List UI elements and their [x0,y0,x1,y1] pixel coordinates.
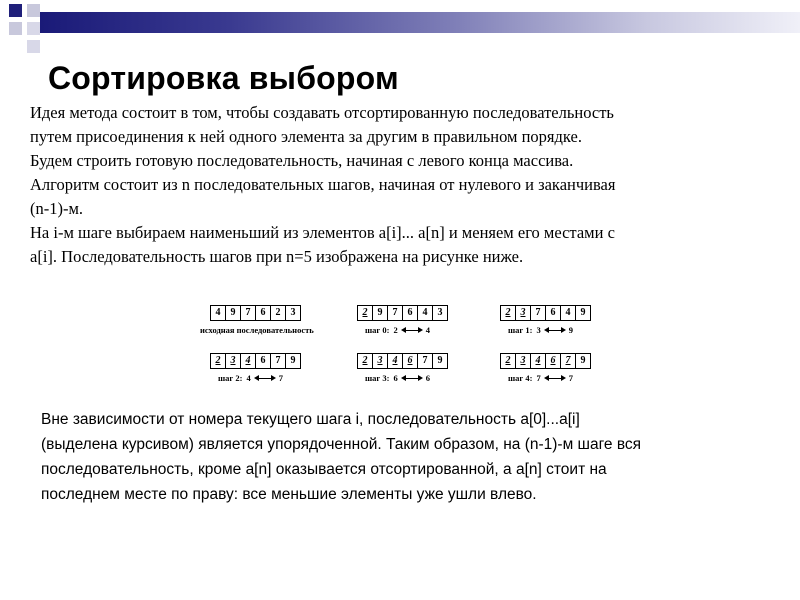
array-cell: 3 [516,306,531,320]
array-cell: 7 [531,306,546,320]
sort-step [500,305,591,335]
array-cell: 6 [546,354,561,368]
step-label: шаг 2: [218,373,243,383]
swap-to-value: 9 [568,325,573,335]
array-cell: 9 [437,355,443,366]
swap-arrow-icon [401,375,423,381]
array-row [357,353,448,369]
array-cell: 6 [256,354,271,368]
intro-line: На i-м шаге выбираем наименьший из элементов a[i]... a[n] и меняем его местами с [30,223,615,242]
array-cell: 9 [226,306,241,320]
intro-text [30,101,775,269]
array-cell: 9 [373,306,388,320]
swap-from-value: 6 [393,373,398,383]
step-label: шаг 1: [508,325,533,335]
array-cell: 4 [418,306,433,320]
array-cell: 4 [241,354,256,368]
array-cell: 2 [501,354,516,368]
intro-line: путем присоединения к ней одного элемента за другим в правильном порядке. [30,127,582,146]
swap-from-value: 7 [536,373,541,383]
array-row [357,305,448,321]
intro-line: (n-1)-м. [30,199,84,218]
decor-square-light [9,22,22,35]
decor-square-dark [9,4,22,17]
swap-arrow-icon [544,327,566,333]
slide-title: Сортировка выбором [48,60,399,96]
conclusion-line: Вне зависимости от номера текущего шага i, последовательность a[0]...a[i] [41,411,580,428]
array-cell: 6 [546,306,561,320]
decor-square-light [27,22,40,35]
array-cell: 6 [403,306,418,320]
swap-from-value: 4 [246,373,251,383]
step-caption [218,373,283,383]
swap-arrow-icon [401,327,423,333]
array-cell: 7 [561,354,576,368]
step-label: шаг 0: [365,325,390,335]
intro-line: Будем строить готовую последовательность, начиная с левого конца массива. [30,151,574,170]
array-cell: 3 [437,307,443,318]
swap-from-value: 2 [393,325,398,335]
conclusion-line: (выделена курсивом) является упорядоченной. Таким образом, на (n-1)-м шаге вся [41,436,642,453]
array-cell: 7 [418,354,433,368]
sort-step [357,353,448,383]
swap-from-value: 3 [536,325,541,335]
swap-to-value: 4 [425,325,430,335]
step-label: исходная последовательность [200,325,314,335]
sort-step [500,353,591,383]
array-cell: 4 [531,354,546,368]
step-caption [365,325,430,335]
step-label: шаг 4: [508,373,533,383]
sort-step [210,353,301,383]
array-cell: 6 [256,306,271,320]
swap-to-value: 7 [278,373,283,383]
array-cell: 2 [358,354,373,368]
array-cell: 9 [580,355,586,366]
decor-square-light [27,40,40,53]
array-cell: 3 [290,307,296,318]
array-cell: 4 [211,306,226,320]
array-cell: 9 [290,355,296,366]
array-cell: 4 [388,354,403,368]
array-cell: 3 [226,354,241,368]
array-row [210,305,301,321]
swap-to-value: 6 [425,373,430,383]
array-row [210,353,301,369]
step-label: шаг 3: [365,373,390,383]
array-cell: 7 [241,306,256,320]
array-cell: 3 [373,354,388,368]
swap-arrow-icon [254,375,276,381]
step-caption [365,373,430,383]
array-cell: 7 [388,306,403,320]
intro-line: Идея метода состоит в том, чтобы создавать отсортированную последовательность [30,103,614,122]
step-caption [200,325,314,335]
step-caption [508,325,573,335]
header-gradient-bar [40,12,800,33]
conclusion-text [41,407,781,507]
conclusion-line: последнем месте по праву: все меньшие элементы уже ушли влево. [41,486,537,503]
step-caption [508,373,573,383]
intro-line: Алгоритм состоит из n последовательных шагов, начиная от нулевого и заканчивая [30,175,616,194]
swap-arrow-icon [544,375,566,381]
array-cell: 2 [271,306,286,320]
array-cell: 6 [403,354,418,368]
array-row [500,353,591,369]
conclusion-line: последовательность, кроме a[n] оказывается отсортированной, а a[n] стоит на [41,461,607,478]
array-cell: 3 [516,354,531,368]
sort-step [200,305,314,335]
array-cell: 2 [501,306,516,320]
array-cell: 2 [358,306,373,320]
intro-line: a[i]. Последовательность шагов при n=5 изображена на рисунке ниже. [30,247,524,266]
sort-step [357,305,448,335]
array-row [500,305,591,321]
array-cell: 7 [271,354,286,368]
swap-to-value: 7 [568,373,573,383]
array-cell: 9 [580,307,586,318]
decor-square-light [27,4,40,17]
array-cell: 2 [211,354,226,368]
array-cell: 4 [561,306,576,320]
